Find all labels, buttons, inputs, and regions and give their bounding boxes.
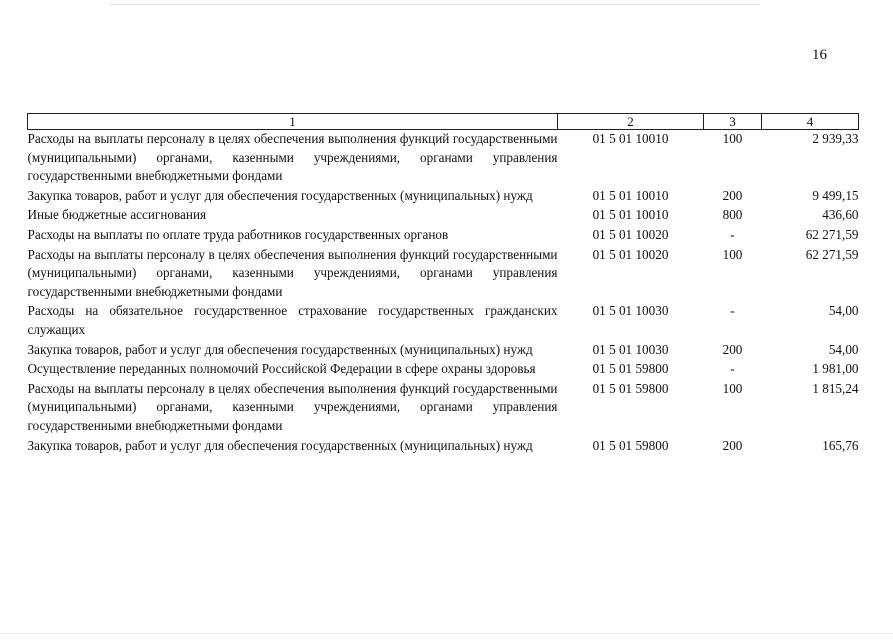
table-row — [28, 380, 859, 437]
scan-edge-bottom — [0, 633, 893, 634]
row-description: Расходы на выплаты по оплате труда работников государственных органов — [27, 226, 449, 242]
table-row — [28, 246, 859, 303]
row-amount: 9 499,15 — [812, 187, 859, 203]
row-target-code: 01 5 01 10010 — [592, 131, 669, 146]
row-amount: 54,00 — [828, 341, 859, 357]
table-row — [28, 130, 859, 187]
row-description: Расходы на обязательное государственное страхование государственных гражданских служащих — [27, 303, 558, 337]
row-description: Расходы на выплаты персоналу в целях обеспечения выполнения функций государственными (муниципальными) органами, казенными учреждениями, органами управления государственными внебюджетными фондами — [27, 246, 558, 299]
header-col-3: 3 — [704, 114, 762, 130]
row-target-code: 01 5 01 10010 — [592, 207, 669, 223]
row-expense-type: 200 — [722, 341, 743, 357]
table-header-row — [28, 114, 859, 130]
budget-table — [27, 113, 859, 456]
row-description: Расходы на выплаты персоналу в целях обеспечения выполнения функций государственными (муниципальными) органами, казенными учреждениями, органами управления государственными внебюджетными фондами — [27, 380, 558, 433]
row-description: Закупка товаров, работ и услуг для обеспечения государственных (муниципальных) нужд — [27, 341, 533, 357]
row-amount: 165,76 — [822, 437, 859, 453]
row-amount: 436,60 — [822, 207, 859, 223]
row-target-code: 01 5 01 10030 — [592, 303, 669, 319]
scan-edge-top — [110, 4, 760, 5]
page-number: 16 — [812, 47, 827, 63]
row-expense-type: - — [730, 303, 735, 319]
row-expense-type: 200 — [722, 437, 743, 453]
row-expense-type: - — [730, 226, 735, 242]
row-expense-type: 100 — [722, 131, 743, 146]
table-row — [28, 341, 859, 361]
header-col-2: 2 — [558, 114, 704, 130]
header-col-1: 1 — [28, 114, 558, 130]
row-description: Закупка товаров, работ и услуг для обеспечения государственных (муниципальных) нужд — [27, 437, 533, 453]
row-amount: 62 271,59 — [805, 246, 859, 262]
header-col-4: 4 — [762, 114, 859, 130]
row-target-code: 01 5 01 10020 — [592, 246, 669, 262]
row-expense-type: - — [730, 361, 735, 377]
table-row — [28, 302, 859, 340]
table-row — [28, 226, 859, 246]
row-amount: 1 981,00 — [812, 361, 859, 377]
row-target-code: 01 5 01 59800 — [592, 361, 669, 377]
row-target-code: 01 5 01 59800 — [592, 437, 669, 453]
row-expense-type: 800 — [722, 207, 743, 223]
row-expense-type: 100 — [722, 380, 743, 396]
table-row — [28, 437, 859, 457]
table-row — [28, 360, 859, 380]
row-target-code: 01 5 01 59800 — [592, 380, 669, 396]
row-target-code: 01 5 01 10010 — [592, 187, 669, 203]
row-amount: 54,00 — [828, 303, 859, 319]
row-expense-type: 100 — [722, 246, 743, 262]
row-expense-type: 200 — [722, 187, 743, 203]
row-description: Расходы на выплаты персоналу в целях обеспечения выполнения функций государственными (муниципальными) органами, казенными учреждениями, органами управления государственными внебюджетными фондами — [27, 131, 558, 184]
row-description: Иные бюджетные ассигнования — [27, 207, 207, 223]
table-row — [28, 206, 859, 226]
table-row — [28, 187, 859, 207]
row-description: Закупка товаров, работ и услуг для обеспечения государственных (муниципальных) нужд — [27, 187, 533, 203]
row-description: Осуществление переданных полномочий Российской Федерации в сфере охраны здоровья — [27, 361, 536, 377]
row-amount: 1 815,24 — [812, 380, 859, 396]
row-target-code: 01 5 01 10020 — [592, 226, 669, 242]
row-target-code: 01 5 01 10030 — [592, 341, 669, 357]
row-amount: 2 939,33 — [812, 131, 859, 146]
row-amount: 62 271,59 — [805, 226, 859, 242]
